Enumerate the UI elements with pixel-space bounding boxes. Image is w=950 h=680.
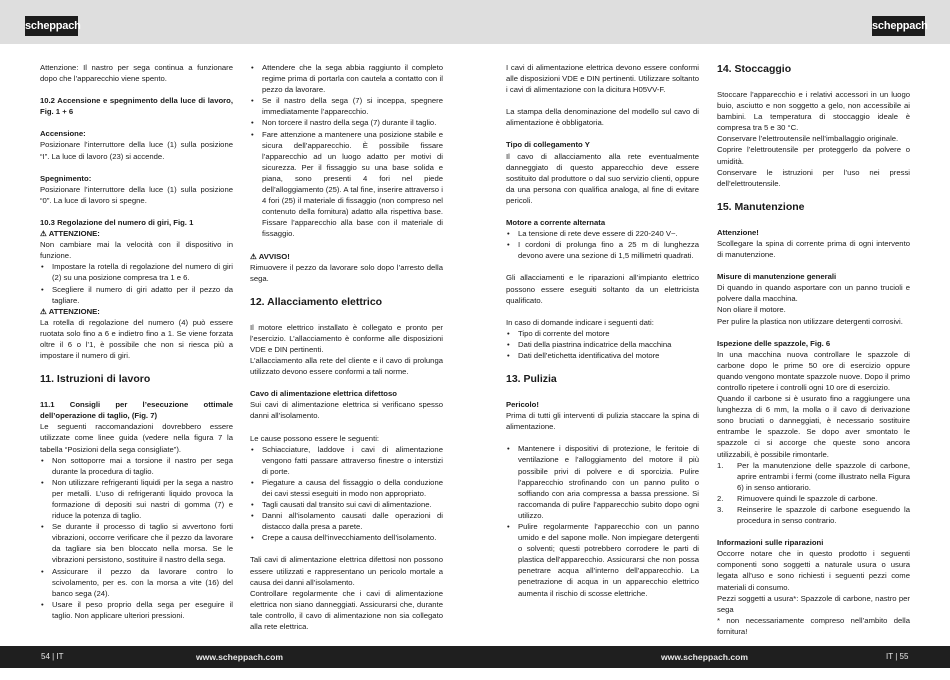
list-item: • Se il nastro della sega (7) si inceppa, spegnere immediatamente l’apparecchio. (250, 95, 443, 117)
list-item: • Danni all’isolamento causati dalle operazioni di distacco dalla presa a parete. (250, 510, 443, 532)
section-heading-13: 13. Pulizia (506, 373, 557, 386)
list-item (717, 493, 910, 504)
column-3 (506, 62, 699, 610)
paragraph: * non necessariamente compreso nell’ambito della fornitura! (717, 615, 910, 636)
column-4 (717, 62, 910, 637)
subheading-pericolo: Pericolo! (506, 400, 539, 410)
list-item: • Pulire regolarmente l’apparecchio con un panno umido e del sapone molle. Non impiegare detergenti o solventi; questi potrebbero corrodere le parti di plastica dell’apparecchio. Assicurarsi che non possa penetrare acqua all’interno dell’apparecchio. La penetrazione di acqua in un apparecchio elettrico aumenta il rischio di scosse elettriche. (506, 521, 699, 599)
list-item (717, 460, 910, 493)
list-item: • I cordoni di prolunga fino a 25 m di lunghezza devono avere una sezione di 1,5 millimetri quadrati. (506, 239, 699, 261)
section-heading-10-3: 10.3 Regolazione del numero di giri, Fig. 1 (40, 217, 194, 227)
subheading-riparazioni: Informazioni sulle riparazioni (717, 538, 824, 548)
website-link[interactable]: www.scheppach.com (661, 652, 749, 662)
bullet-list (40, 455, 233, 621)
paragraph: Pezzi soggetti a usura*: Spazzole di carbone, nastro per sega (717, 593, 910, 614)
step-text: Per la manutenzione delle spazzole di carbone, aprire entrambi i fermi (come illustrato nella Figura 6) in senso antiorario. (737, 460, 910, 492)
section-heading-12: 12. Allacciamento elettrico (250, 295, 383, 308)
list-item: • Assicurare il pezzo da lavorare contro lo scivolamento, per es. con la morsa a vite (16) del banco sega (24). (40, 566, 233, 599)
section-heading-11: 11. Istruzioni di lavoro (40, 373, 151, 386)
list-item: • Tipo di corrente del motore (506, 328, 699, 339)
list-item: • Impostare la rotella di regolazione del numero di giri (2) su una posizione compresa tra 1 e 6. (40, 261, 233, 283)
paragraph: Sui cavi di alimentazione elettrica si verificano spesso danni all’isolamento. (250, 400, 443, 421)
paragraph: Il cavo di allacciamento alla rete eventualmente danneggiato di questo apparecchio deve essere sostituito dal produttore o dal suo servizio clienti, oppure da una persona con qualifica analoga, al fine di evitare pericoli. (506, 151, 699, 205)
column-2 (250, 62, 443, 643)
page-number-left: 54 | IT (41, 652, 64, 661)
bullet-list (506, 443, 699, 598)
bullet-list (40, 261, 233, 305)
paragraph: Di quando in quando asportare con un panno trucioli e polvere dalla macchina. (717, 283, 910, 304)
list-item: • Non torcere il nastro della sega (7) durante il taglio. (250, 117, 443, 128)
paragraph: Conservare le istruzioni per l’uso nei pressi dell’elettroutensile. (717, 167, 910, 188)
warning-heading: ⚠ AVVISO! (250, 251, 290, 261)
list-item: • Non sottoporre mai a torsione il nastro per sega durante la procedura di taglio. (40, 455, 233, 477)
paragraph: Quando il carbone si è usurato fino a raggiungere una lunghezza di 6 mm, la molla o il cavo di derivazione sono bruciati o danneggiati, è necessario sostituire entrambe le spazzole. Se dopo aver smontato le spazzole ci si accorge che queste sono ancora utilizzabili, è possibile rimontarle. (717, 394, 910, 459)
subheading-misure: Misure di manutenzione generali (717, 272, 837, 282)
page-header (0, 0, 950, 44)
paragraph: Non oliare il motore. (717, 305, 786, 315)
section-heading-14: 14. Stoccaggio (717, 63, 792, 75)
list-item: • Schiacciature, laddove i cavi di alimentazione vengono fatti passare attraverso finestre o interstizi di porte. (250, 444, 443, 477)
section-heading-15: 15. Manutenzione (717, 200, 805, 213)
page-footer (0, 646, 950, 668)
paragraph: In caso di domande indicare i seguenti dati: (506, 317, 654, 327)
subheading-accensione: Accensione: (40, 129, 86, 139)
numbered-list (717, 460, 910, 527)
section-heading-11-1: 11.1 Consigli per l’esecuzione ottimale dell’operazione di taglio, (Fig. 7) (40, 400, 233, 421)
list-item: • Dati della piastrina indicatrice della macchina (506, 339, 699, 350)
paragraph-accensione: Posizionare l’interruttore della luce (1) sulla posizione “I”. La luce di lavoro (23) si accende. (40, 140, 233, 161)
list-item: • Scegliere il numero di giri adatto per il pezzo da tagliare. (40, 284, 233, 306)
warning-paragraph: La rotella di regolazione del numero (4) può essere ruotata solo fino a 6 e indietro fino a 1. Se viene forzata oltre il 6 o l’1, è possibile che non si riesca più a impostare il numero di giri. (40, 317, 233, 361)
paragraph: Tali cavi di alimentazione elettrica difettosi non possono essere utilizzati e rappresentano un pericolo mortale a causa dei danni all’isolamento. (250, 555, 443, 587)
paragraph: Controllare regolarmente che i cavi di alimentazione elettrica non siano danneggiati. Assicurarsi che, durante tale controllo, il cavo di alimentazione non sia collegato alla rete elettrica. (250, 588, 443, 632)
subheading-ispezione: Ispezione delle spazzole, Fig. 6 (717, 338, 831, 348)
warning-heading: ⚠ ATTENZIONE: (40, 306, 100, 316)
list-item: • Crepe a causa dell’invecchiamento dell’isolamento. (250, 532, 443, 543)
warning-heading: ⚠ ATTENZIONE: (40, 229, 100, 239)
step-number: 2. (717, 493, 724, 503)
paragraph: Prima di tutti gli interventi di pulizia staccare la spina di alimentazione. (506, 411, 699, 432)
page-number-right: IT | 55 (886, 652, 909, 661)
bullet-list (506, 228, 699, 261)
paragraph: La stampa della denominazione del modello sul cavo di alimentazione è obbligatoria. (506, 107, 699, 128)
paragraph: L’allacciamento alla rete del cliente e il cavo di prolunga utilizzato devono essere conformi a tali norme. (250, 356, 443, 377)
paragraph: Per pulire la plastica non utilizzare detergenti corrosivi. (717, 316, 903, 326)
step-number: 1. (717, 460, 724, 470)
paragraph: Conservare l’elettroutensile nell’imballaggio originale. (717, 134, 899, 144)
scheppach-logo: scheppach (25, 16, 78, 36)
list-item: • Attendere che la sega abbia raggiunto il completo regime prima di portarla con cautela a contatto con il pezzo da lavorare. (250, 62, 443, 95)
column-1 (40, 62, 233, 632)
scheppach-logo: scheppach (872, 16, 925, 36)
paragraph: Occorre notare che in questo prodotto i seguenti componenti sono soggetti a naturale usura o usura legata all’uso e sono richiesti i seguenti pezzi come materiali di consumo. (717, 549, 910, 592)
warning-paragraph: Rimuovere il pezzo da lavorare solo dopo l’arresto della sega. (250, 262, 443, 283)
paragraph: Gli allacciamenti e le riparazioni all’impianto elettrico possono essere eseguiti soltanto da un elettricista qualificato. (506, 273, 699, 305)
warning-paragraph: Non cambiare mai la velocità con il dispositivo in funzione. (40, 240, 233, 261)
step-text: Reinserire le spazzole di carbone eseguendo la procedura in senso contrario. (737, 505, 910, 526)
paragraph: In una macchina nuova controllare le spazzole di carbone dopo le prime 50 ore di esercizio oppure quando vengono montate spazzole nuove. Dopo il primo controllo ripetere i controlli ogni 10 ore di esercizio. (717, 349, 910, 392)
subheading-tipo: Tipo di collegamento Y (506, 140, 590, 150)
list-item: • Mantenere i dispositivi di protezione, le feritoie di ventilazione e l’alloggiamento del motore il più possibile privi di polvere e di sporcizia. Pulire l’apparecchio strofinando con un panno pulito o soffiando con aria compressa a bassa pressione. Si raccomanda di pulire l’apparecchio subito dopo ogni utilizzo. (506, 443, 699, 521)
subheading-motore: Motore a corrente alternata (506, 218, 606, 228)
list-item: • Tagli causati dal transito sui cavi di alimentazione. (250, 499, 443, 510)
list-item: • Usare il peso proprio della sega per eseguire il taglio. Non applicare ulteriori pressioni. (40, 599, 233, 621)
subheading-spegnimento: Spegnimento: (40, 173, 92, 183)
list-item: • Non utilizzare refrigeranti liquidi per la sega a nastro per metalli. L’uso di refrigeranti liquido provoca la formazione di depositi sui nastri di gomma (7) e riduce la potenza di taglio. (40, 477, 233, 521)
paragraph: Il motore elettrico installato è collegato e pronto per l’esercizio. L’allacciamento è conforme alle disposizioni VDE e DIN pertinenti. (250, 322, 443, 354)
paragraph: Le cause possono essere le seguenti: (250, 433, 380, 443)
list-item (717, 504, 910, 526)
section-heading-10-2: 10.2 Accensione e spegnimento della luce di lavoro, Fig. 1 + 6 (40, 96, 233, 117)
list-item: • Dati dell’etichetta identificativa del motore (506, 350, 699, 361)
list-item: • Se durante il processo di taglio si avvertono forti vibrazioni, occorre verificare che il pezzo da lavorare da tagliare sia ben bloccato nella morsa. Se le vibrazioni persistono, sostituire il nastro della sega. (40, 521, 233, 565)
paragraph: Stoccare l’apparecchio e i relativi accessori in un luogo buio, asciutto e non soggetto a gelo, non accessibile ai bambini. La temperatura di stoccaggio ideale è compresa tra 5 e 30 °C. (717, 90, 910, 133)
paragraph: Coprire l’elettroutensile per proteggerlo da polvere o umidità. (717, 145, 910, 166)
list-item: • Fare attenzione a mantenere una posizione stabile e sicura dell’apparecchio. È possibile fissare l’apparecchio ad un luogo adatto per motivi di sicurezza. Per il fissaggio su una base solida e piana, sono presenti 4 fori nel piede dell’alloggiamento (25). A tal fine, inserire attraverso i 4 fori (25) il materiale di fissaggio (non compreso nel contenuto della fornitura) adatto alla rispettiva base. Fissare l’apparecchio alla base con il materiale di fissaggio. (250, 129, 443, 240)
paragraph-spegnimento: Posizionare l’interruttore della luce (1) sulla posizione “0”. La luce di lavoro si spegne. (40, 184, 233, 205)
bullet-list (250, 62, 443, 240)
subheading-attenzione: Attenzione! (717, 227, 759, 237)
paragraph: I cavi di alimentazione elettrica devono essere conformi alle disposizioni VDE e DIN pertinenti. Utilizzare soltanto i cavi di alimentazione con la dicitura H05VV-F. (506, 63, 699, 95)
bullet-list (250, 444, 443, 544)
website-link[interactable]: www.scheppach.com (196, 652, 284, 662)
paragraph: Scollegare la spina di corrente prima di ogni intervento di manutenzione. (717, 238, 910, 260)
subheading-cavo: Cavo di alimentazione elettrica difettoso (250, 389, 397, 399)
list-item: • La tensione di rete deve essere di 220-240 V~. (506, 228, 699, 239)
step-number: 3. (717, 505, 724, 514)
note-paragraph: Attenzione: Il nastro per sega continua a funzionare dopo che l’apparecchio viene spento. (40, 63, 233, 84)
step-text: Rimuovere quindi le spazzole di carbone. (737, 493, 878, 503)
bullet-list (506, 328, 699, 361)
paragraph: Le seguenti raccomandazioni dovrebbero essere utilizzate come linee guida (vedere nella figura 7 la tabella “Posizioni della sega consigliate”). (40, 422, 233, 454)
list-item: • Piegature a causa del fissaggio o della conduzione dei cavi stessi eseguiti in modo non appropriato. (250, 477, 443, 499)
